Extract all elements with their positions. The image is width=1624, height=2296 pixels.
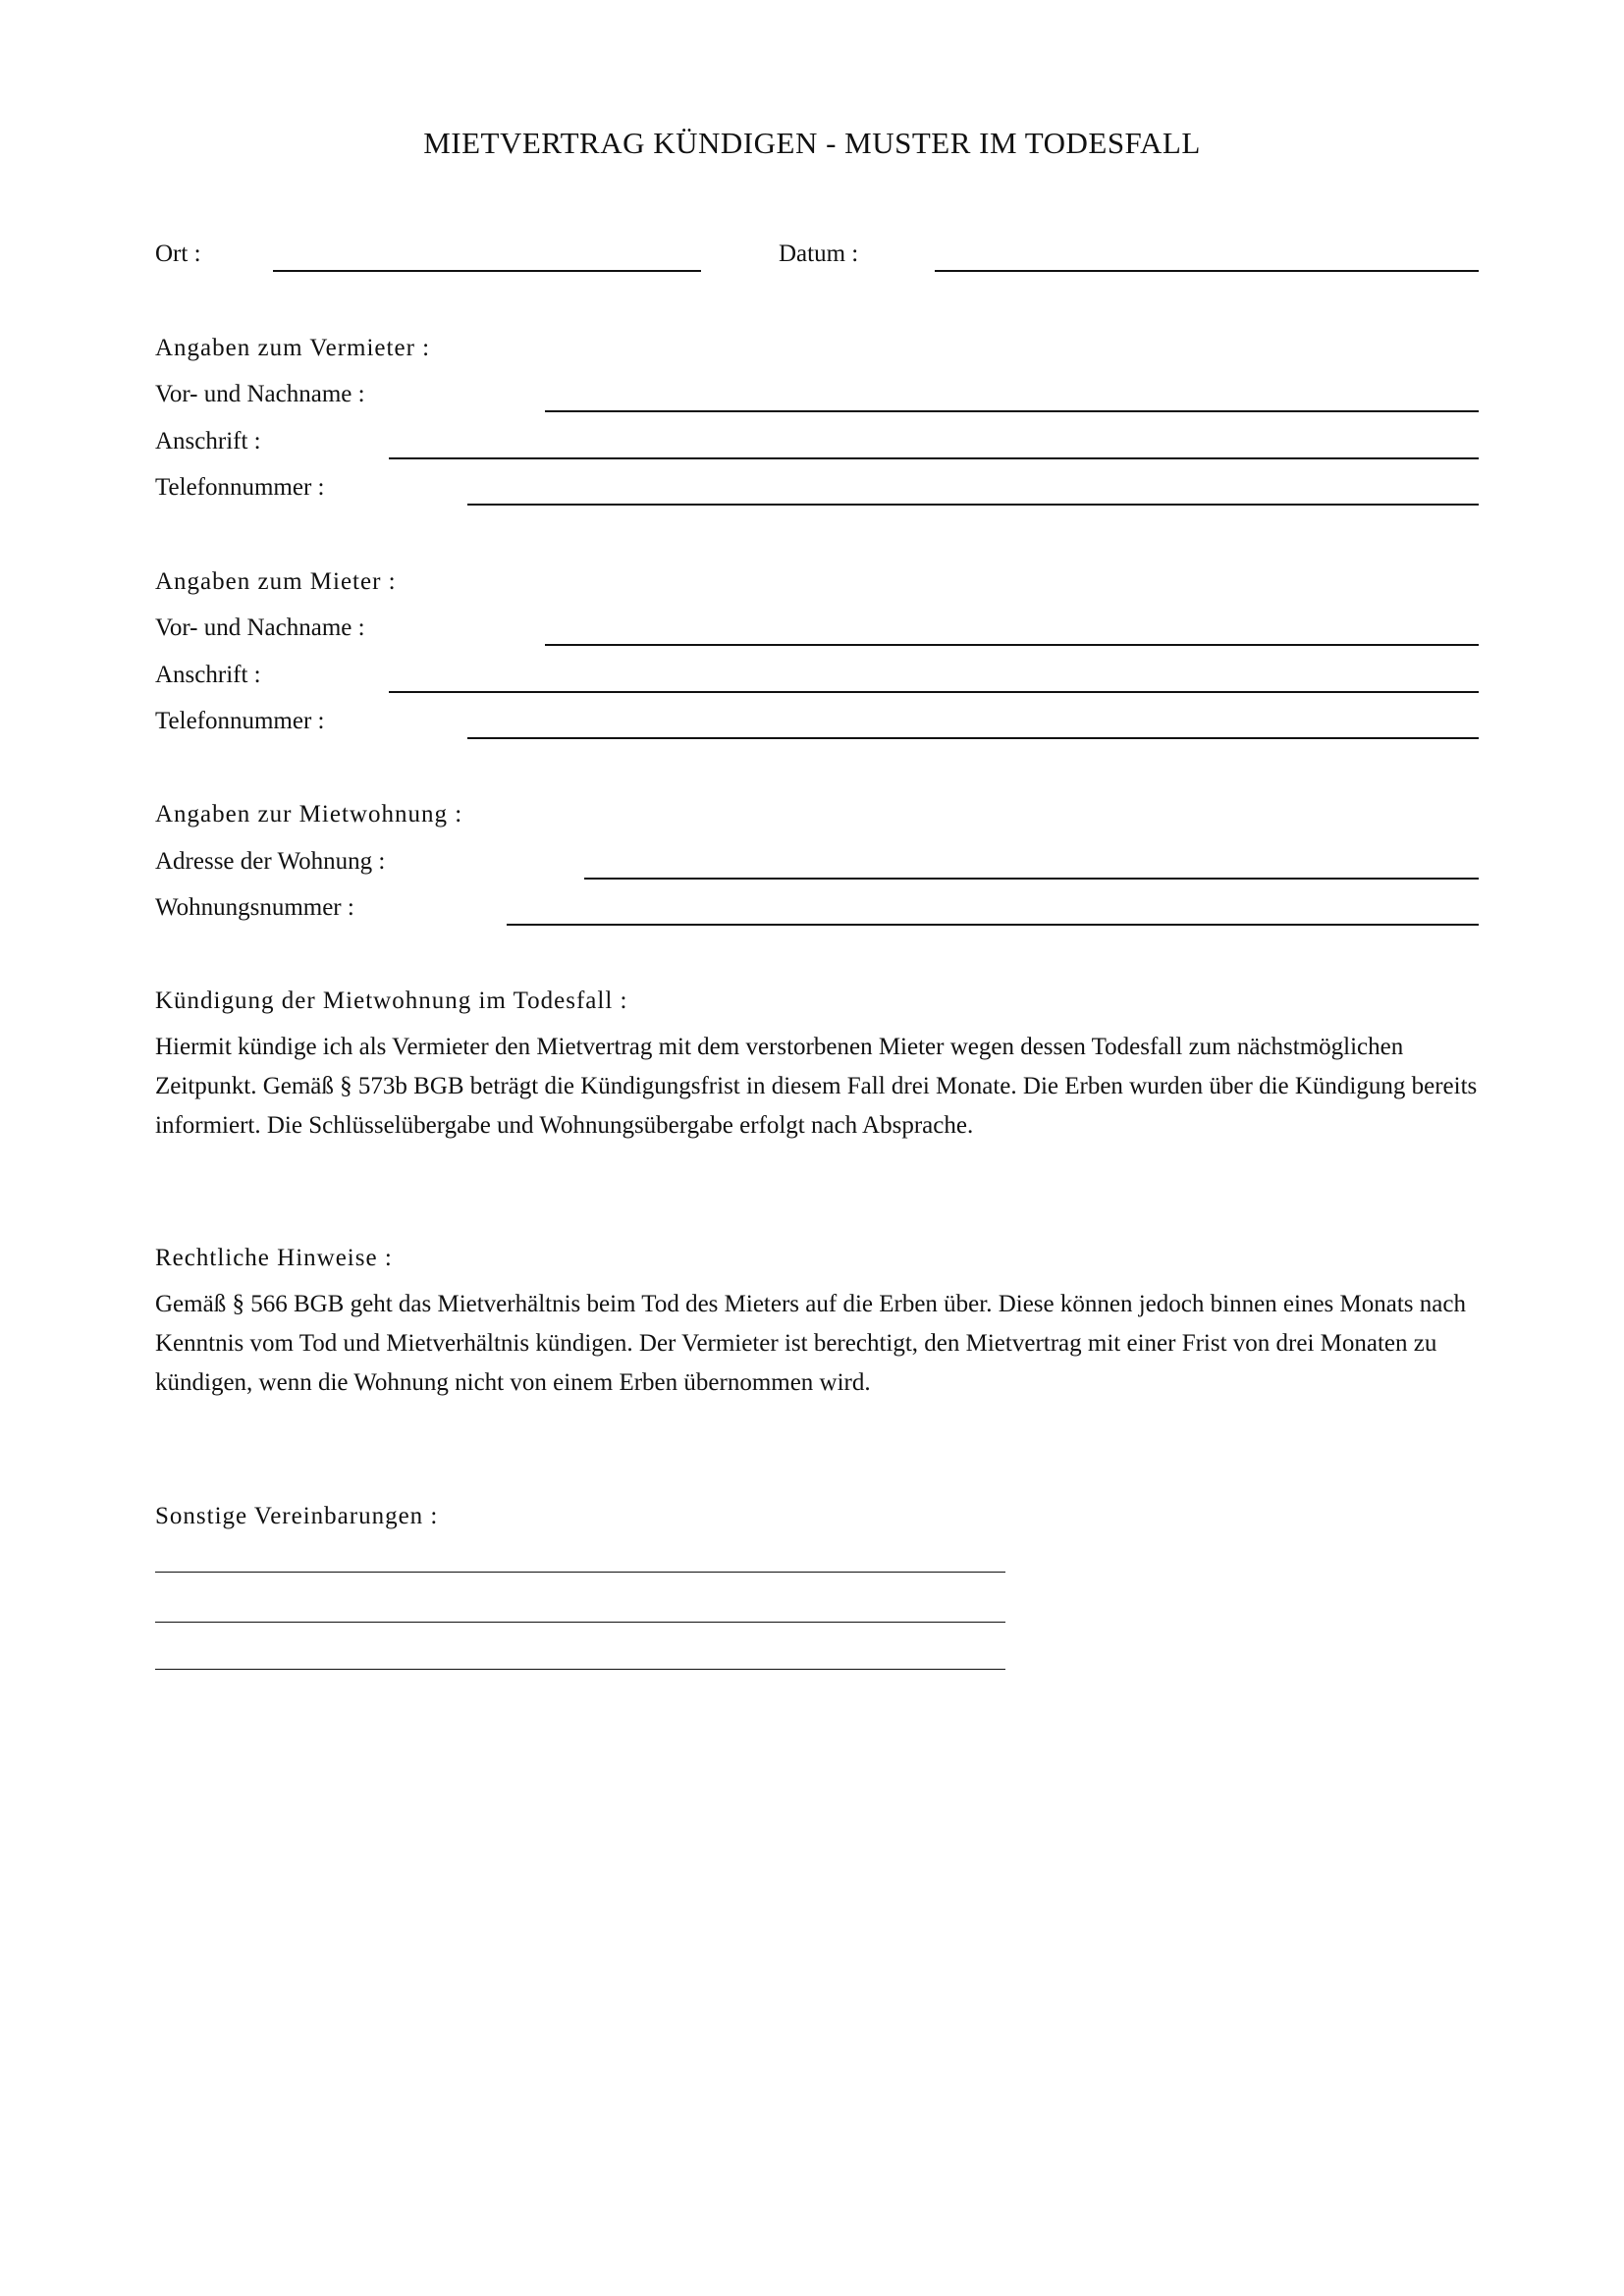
vermieter-phone-label: Telefonnummer : [155, 474, 325, 501]
datum-field[interactable] [935, 270, 1479, 272]
mieter-phone-label: Telefonnummer : [155, 708, 325, 734]
wohnung-heading: Angaben zur Mietwohnung : [155, 801, 463, 828]
vermieter-name-field[interactable] [545, 410, 1479, 412]
vermieter-name-label: Vor- und Nachname : [155, 381, 365, 407]
sonstiges-line-1[interactable] [155, 1572, 1005, 1573]
kuendigung-text: Hiermit kündige ich als Vermieter den Mietvertrag mit dem verstorbenen Mieter wegen dessen Todesfall zum nächstmöglichen Zeitpunkt. Gemäß § 573b BGB beträgt die Kündigungsfrist in diesem Fall drei Monate. Die Erben wurden über die Kündigung bereits informiert. Die Schlüsselübergabe und Wohnungsübergabe erfolgt nach Absprache. [155, 1034, 1478, 1139]
wohnung-number-label: Wohnungsnummer : [155, 894, 354, 921]
vermieter-address-field[interactable] [389, 457, 1479, 459]
hinweise-text: Gemäß § 566 BGB geht das Mietverhältnis beim Tod des Mieters auf die Erben über. Diese können jedoch binnen eines Monats nach Kenntnis vom Tod und Mietverhältnis kündigen. Der Vermieter ist berechtigt, den Mietvertrag mit einer Frist von drei Monaten zu kündigen, wenn die Wohnung nicht von einem Erben übernommen wird. [155, 1291, 1466, 1396]
sonstiges-heading: Sonstige Vereinbarungen : [155, 1503, 439, 1529]
ort-field[interactable] [273, 270, 701, 272]
vermieter-heading: Angaben zum Vermieter : [155, 335, 431, 361]
hinweise-heading: Rechtliche Hinweise : [155, 1245, 393, 1271]
vermieter-phone-field[interactable] [467, 504, 1479, 506]
wohnung-address-label: Adresse der Wohnung : [155, 848, 386, 875]
document-title: MIETVERTRAG KÜNDIGEN - MUSTER IM TODESFALL [423, 126, 1201, 160]
wohnung-number-field[interactable] [507, 924, 1479, 926]
vermieter-address-label: Anschrift : [155, 428, 261, 454]
mieter-heading: Angaben zum Mieter : [155, 568, 397, 595]
mieter-name-label: Vor- und Nachname : [155, 614, 365, 641]
mieter-address-field[interactable] [389, 691, 1479, 693]
mieter-address-label: Anschrift : [155, 662, 261, 688]
mieter-name-field[interactable] [545, 644, 1479, 646]
mieter-phone-field[interactable] [467, 737, 1479, 739]
datum-label: Datum : [779, 240, 859, 267]
sonstiges-line-2[interactable] [155, 1622, 1005, 1623]
kuendigung-heading: Kündigung der Mietwohnung im Todesfall : [155, 988, 628, 1014]
ort-label: Ort : [155, 240, 201, 267]
wohnung-address-field[interactable] [584, 878, 1479, 880]
sonstiges-line-3[interactable] [155, 1669, 1005, 1670]
